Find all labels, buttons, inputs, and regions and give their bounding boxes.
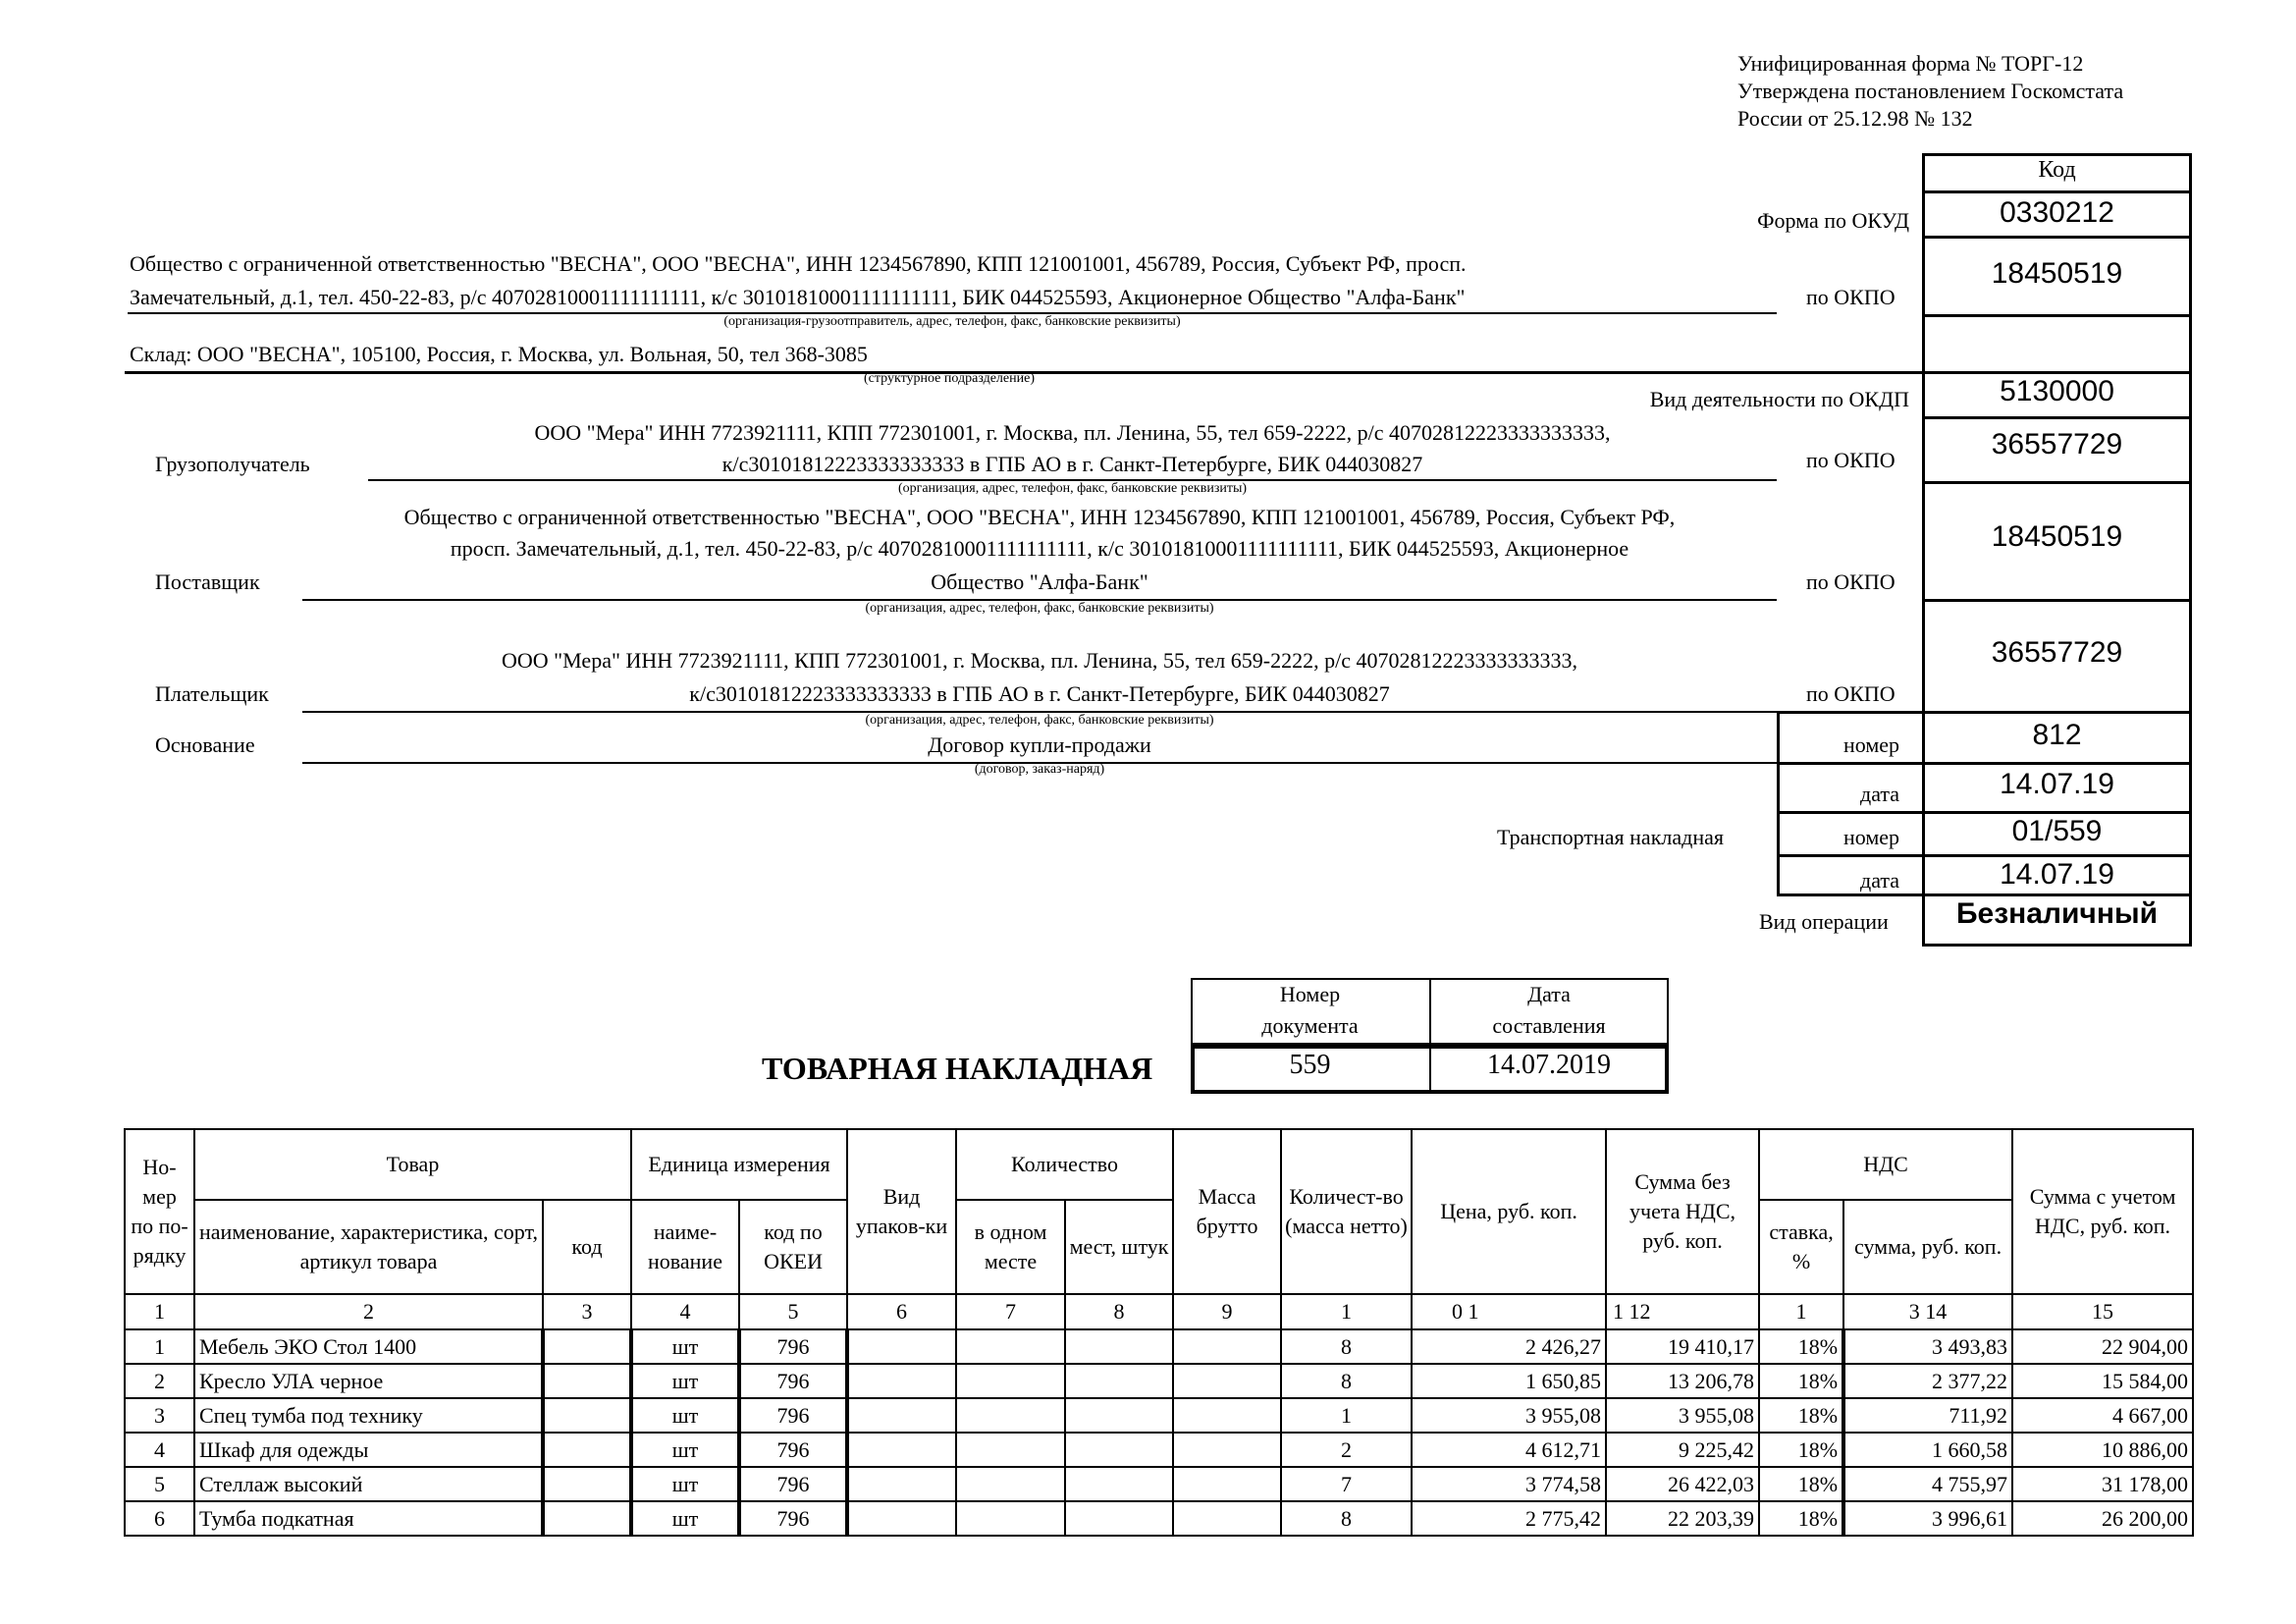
cell-name: Кресло УЛА черное <box>194 1364 543 1398</box>
cell-total: 26 200,00 <box>2012 1501 2193 1536</box>
table-row <box>125 1467 2193 1501</box>
cell-okei: 796 <box>739 1433 847 1467</box>
codes-title: Код <box>2038 157 2076 183</box>
h-sum-novat: Сумма без учета НДС, руб. коп. <box>1606 1129 1759 1294</box>
h-num: Но- мер по по- рядку <box>125 1129 194 1294</box>
cell-gross <box>1173 1501 1281 1536</box>
consignee-caption: (организация, адрес, телефон, факс, банковские реквизиты) <box>897 481 1248 496</box>
shipper-caption: (организация-грузоотправитель, адрес, телефон, факс, банковские реквизиты) <box>723 314 1181 329</box>
cell-total: 4 667,00 <box>2012 1398 2193 1433</box>
cell-code <box>543 1467 631 1501</box>
okud-label: Форма по ОКУД <box>1757 208 1909 233</box>
cell-pack <box>847 1501 956 1536</box>
table-row <box>125 1398 2193 1433</box>
basis-label: Основание <box>155 732 255 757</box>
cell-name: Спец тумба под технику <box>194 1398 543 1433</box>
okud-code: 0330212 <box>2000 196 2114 229</box>
doc-date: 14.07.2019 <box>1487 1050 1611 1080</box>
cell-sum: 13 206,78 <box>1606 1364 1759 1398</box>
cell-places <box>1065 1329 1173 1364</box>
h-vat-rate: ставка, % <box>1759 1200 1843 1294</box>
okpo-shipper-code: 18450519 <box>1991 257 2123 290</box>
cell-one <box>956 1329 1065 1364</box>
basis-text: Договор купли-продажи <box>928 732 1151 757</box>
h-qty: Количество <box>956 1129 1173 1200</box>
operation-type: Безналичный <box>1955 897 2159 930</box>
table-row <box>125 1364 2193 1398</box>
cell-price: 2 775,42 <box>1412 1501 1606 1536</box>
cell-price: 1 650,85 <box>1412 1364 1606 1398</box>
h-net: Количест-во (масса нетто) <box>1281 1129 1412 1294</box>
cell-pack <box>847 1433 956 1467</box>
document-box <box>1191 978 1669 1094</box>
okpo-supplier-code: 18450519 <box>1991 520 2123 553</box>
cell-price: 3 955,08 <box>1412 1398 1606 1433</box>
cell-vat: 4 755,97 <box>1843 1467 2012 1501</box>
cell-places <box>1065 1398 1173 1433</box>
cell-total: 31 178,00 <box>2012 1467 2193 1501</box>
cell-gross <box>1173 1433 1281 1467</box>
operation-label: Вид операции <box>1759 909 1889 934</box>
form-title-line2: Утверждена постановлением Госкомстата <box>1737 79 2124 103</box>
supplier-line2: просп. Замечательный, д.1, тел. 450-22-83, р/с 40702810001111111111, к/с 30101810001111111111, БИК 044525593, Акционерное <box>450 536 1629 561</box>
cell-gross <box>1173 1398 1281 1433</box>
consignee-line1: ООО "Мера" ИНН 7723921111, КПП 772301001, г. Москва, пл. Ленина, 55, тел 659-2222, р/с 40702812223333333333, <box>534 420 1611 445</box>
cell-places <box>1065 1364 1173 1398</box>
cell-code <box>543 1501 631 1536</box>
colnum-row: 1 2 3 4 5 6 7 8 9 1 0 1 1 12 1 3 14 15 <box>125 1294 2193 1329</box>
cell-gross <box>1173 1364 1281 1398</box>
h-unit-name: наиме-нование <box>631 1200 739 1294</box>
cell-okei: 796 <box>739 1398 847 1433</box>
cell-one <box>956 1398 1065 1433</box>
h-goods-code: код <box>543 1200 631 1294</box>
h-vat-sum: сумма, руб. коп. <box>1843 1200 2012 1294</box>
doc-number-header-1: Номер <box>1279 982 1341 1006</box>
cell-gross <box>1173 1467 1281 1501</box>
h-qty-one: в одном месте <box>956 1200 1065 1294</box>
okpo-consignee-label: по ОКПО <box>1806 448 1896 472</box>
supplier-line1: Общество с ограниченной ответственностью "ВЕСНА", ООО "ВЕСНА", ИНН 1234567890, КПП 121001001, 456789, Россия, Субъект РФ, <box>403 505 1676 529</box>
cell-net: 1 <box>1281 1398 1412 1433</box>
doc-date-header-2: составления <box>1492 1013 1606 1038</box>
cell-rate: 18% <box>1759 1364 1843 1398</box>
division-caption: (структурное подразделение) <box>863 371 1035 386</box>
payer-label: Плательщик <box>155 681 269 706</box>
cell-okei: 796 <box>739 1467 847 1501</box>
okpo-consignee-code: 36557729 <box>1991 428 2123 460</box>
cell-code <box>543 1398 631 1433</box>
basis-date: 14.07.19 <box>2000 768 2114 800</box>
h-goods: Товар <box>194 1129 631 1200</box>
cell-one <box>956 1364 1065 1398</box>
supplier-caption: (организация, адрес, телефон, факс, банковские реквизиты) <box>865 601 1214 616</box>
h-sum-vat: Сумма с учетом НДС, руб. коп. <box>2012 1129 2193 1294</box>
cell-n: 6 <box>125 1501 194 1536</box>
consignee-label: Грузополучатель <box>155 452 310 476</box>
cell-unit: шт <box>631 1398 739 1433</box>
h-pack: Вид упаков-ки <box>847 1129 956 1294</box>
cell-okei: 796 <box>739 1501 847 1536</box>
cell-n: 3 <box>125 1398 194 1433</box>
division-text: Склад: ООО "ВЕСНА", 105100, Россия, г. Москва, ул. Вольная, 50, тел 368-3085 <box>130 342 868 366</box>
cell-sum: 3 955,08 <box>1606 1398 1759 1433</box>
cell-total: 10 886,00 <box>2012 1433 2193 1467</box>
supplier-label: Поставщик <box>155 569 260 594</box>
cell-net: 8 <box>1281 1501 1412 1536</box>
consignee-line2: к/с30101812223333333333 в ГПБ АО в г. Санкт-Петербурге, БИК 044030827 <box>721 452 1423 476</box>
doc-number: 559 <box>1289 1050 1331 1080</box>
cell-code <box>543 1364 631 1398</box>
cell-n: 2 <box>125 1364 194 1398</box>
cell-total: 22 904,00 <box>2012 1329 2193 1364</box>
cell-unit: шт <box>631 1501 739 1536</box>
cell-rate: 18% <box>1759 1398 1843 1433</box>
table-row <box>125 1433 2193 1467</box>
transport-number: 01/559 <box>2011 815 2103 847</box>
cell-vat: 2 377,22 <box>1843 1364 2012 1398</box>
basis-number-label: номер <box>1843 732 1900 757</box>
payer-line1: ООО "Мера" ИНН 7723921111, КПП 772301001, г. Москва, пл. Ленина, 55, тел 659-2222, р/с 40702812223333333333, <box>502 648 1577 673</box>
cell-vat: 3 493,83 <box>1843 1329 2012 1364</box>
cell-one <box>956 1467 1065 1501</box>
basis-date-label: дата <box>1860 782 1900 806</box>
shipper-line2: Замечательный, д.1, тел. 450-22-83, р/с 40702810001111111111, к/с 30101810001111111111, БИК 044525593, Акционерное Общество "Алфа-Банк" <box>130 285 1466 309</box>
cell-sum: 9 225,42 <box>1606 1433 1759 1467</box>
cell-unit: шт <box>631 1364 739 1398</box>
transport-date: 14.07.19 <box>2000 858 2114 891</box>
transport-label: Транспортная накладная <box>1497 825 1724 849</box>
payer-caption: (организация, адрес, телефон, факс, банковские реквизиты) <box>865 713 1214 728</box>
cell-net: 8 <box>1281 1329 1412 1364</box>
doc-date-header-1: Дата <box>1527 982 1571 1006</box>
cell-net: 7 <box>1281 1467 1412 1501</box>
h-unit-okei: код по ОКЕИ <box>739 1200 847 1294</box>
h-unit: Единица измерения <box>631 1129 847 1200</box>
cell-name: Тумба подкатная <box>194 1501 543 1536</box>
cell-places <box>1065 1467 1173 1501</box>
cell-code <box>543 1433 631 1467</box>
cell-rate: 18% <box>1759 1433 1843 1467</box>
h-qty-places: мест, штук <box>1065 1200 1173 1294</box>
h-gross: Масса брутто <box>1173 1129 1281 1294</box>
cell-okei: 796 <box>739 1364 847 1398</box>
transport-number-label: номер <box>1843 825 1900 849</box>
h-goods-name: наименование, характеристика, сорт, артикул товара <box>194 1200 543 1294</box>
cell-price: 2 426,27 <box>1412 1329 1606 1364</box>
table-row <box>125 1501 2193 1536</box>
cell-vat: 3 996,61 <box>1843 1501 2012 1536</box>
cell-rate: 18% <box>1759 1467 1843 1501</box>
cell-sum: 22 203,39 <box>1606 1501 1759 1536</box>
cell-name: Шкаф для одежды <box>194 1433 543 1467</box>
cell-sum: 19 410,17 <box>1606 1329 1759 1364</box>
okpo-payer-label: по ОКПО <box>1806 681 1896 706</box>
cell-sum: 26 422,03 <box>1606 1467 1759 1501</box>
cell-net: 2 <box>1281 1433 1412 1467</box>
cell-one <box>956 1433 1065 1467</box>
cell-pack <box>847 1364 956 1398</box>
table-row <box>125 1329 2193 1364</box>
cell-places <box>1065 1501 1173 1536</box>
okpo-shipper-label: по ОКПО <box>1806 285 1896 309</box>
cell-pack <box>847 1467 956 1501</box>
supplier-line3: Общество "Алфа-Банк" <box>931 569 1148 594</box>
cell-total: 15 584,00 <box>2012 1364 2193 1398</box>
payer-line2: к/с30101812223333333333 в ГПБ АО в г. Санкт-Петербурге, БИК 044030827 <box>689 681 1390 706</box>
cell-name: Мебель ЭКО Стол 1400 <box>194 1329 543 1364</box>
okdp-code: 5130000 <box>2000 375 2114 407</box>
cell-places <box>1065 1433 1173 1467</box>
cell-n: 4 <box>125 1433 194 1467</box>
goods-table <box>124 1128 2194 1537</box>
h-vat: НДС <box>1759 1129 2012 1200</box>
document-title: ТОВАРНАЯ НАКЛАДНАЯ <box>762 1051 1153 1086</box>
okpo-payer-code: 36557729 <box>1991 636 2123 669</box>
cell-unit: шт <box>631 1433 739 1467</box>
shipper-line1: Общество с ограниченной ответственностью "ВЕСНА", ООО "ВЕСНА", ИНН 1234567890, КПП 121001001, 456789, Россия, Субъект РФ, просп. <box>130 251 1467 276</box>
cell-okei: 796 <box>739 1329 847 1364</box>
cell-price: 3 774,58 <box>1412 1467 1606 1501</box>
form-title-line3: России от 25.12.98 № 132 <box>1737 106 1973 131</box>
cell-pack <box>847 1398 956 1433</box>
doc-number-header-2: документа <box>1261 1013 1359 1038</box>
basis-caption: (договор, заказ-наряд) <box>974 762 1105 777</box>
cell-name: Стеллаж высокий <box>194 1467 543 1501</box>
basis-number: 812 <box>2032 719 2082 751</box>
okpo-supplier-label: по ОКПО <box>1806 569 1896 594</box>
cell-n: 5 <box>125 1467 194 1501</box>
cell-rate: 18% <box>1759 1501 1843 1536</box>
cell-n: 1 <box>125 1329 194 1364</box>
cell-price: 4 612,71 <box>1412 1433 1606 1467</box>
cell-unit: шт <box>631 1329 739 1364</box>
cell-code <box>543 1329 631 1364</box>
cell-vat: 711,92 <box>1843 1398 2012 1433</box>
cell-gross <box>1173 1329 1281 1364</box>
cell-rate: 18% <box>1759 1329 1843 1364</box>
cell-vat: 1 660,58 <box>1843 1433 2012 1467</box>
form-title-line1: Унифицированная форма № ТОРГ-12 <box>1737 51 2084 76</box>
cell-unit: шт <box>631 1467 739 1501</box>
okdp-label: Вид деятельности по ОКДП <box>1649 387 1909 411</box>
transport-date-label: дата <box>1860 868 1900 893</box>
cell-one <box>956 1501 1065 1536</box>
h-price: Цена, руб. коп. <box>1412 1129 1606 1294</box>
cell-pack <box>847 1329 956 1364</box>
cell-net: 8 <box>1281 1364 1412 1398</box>
